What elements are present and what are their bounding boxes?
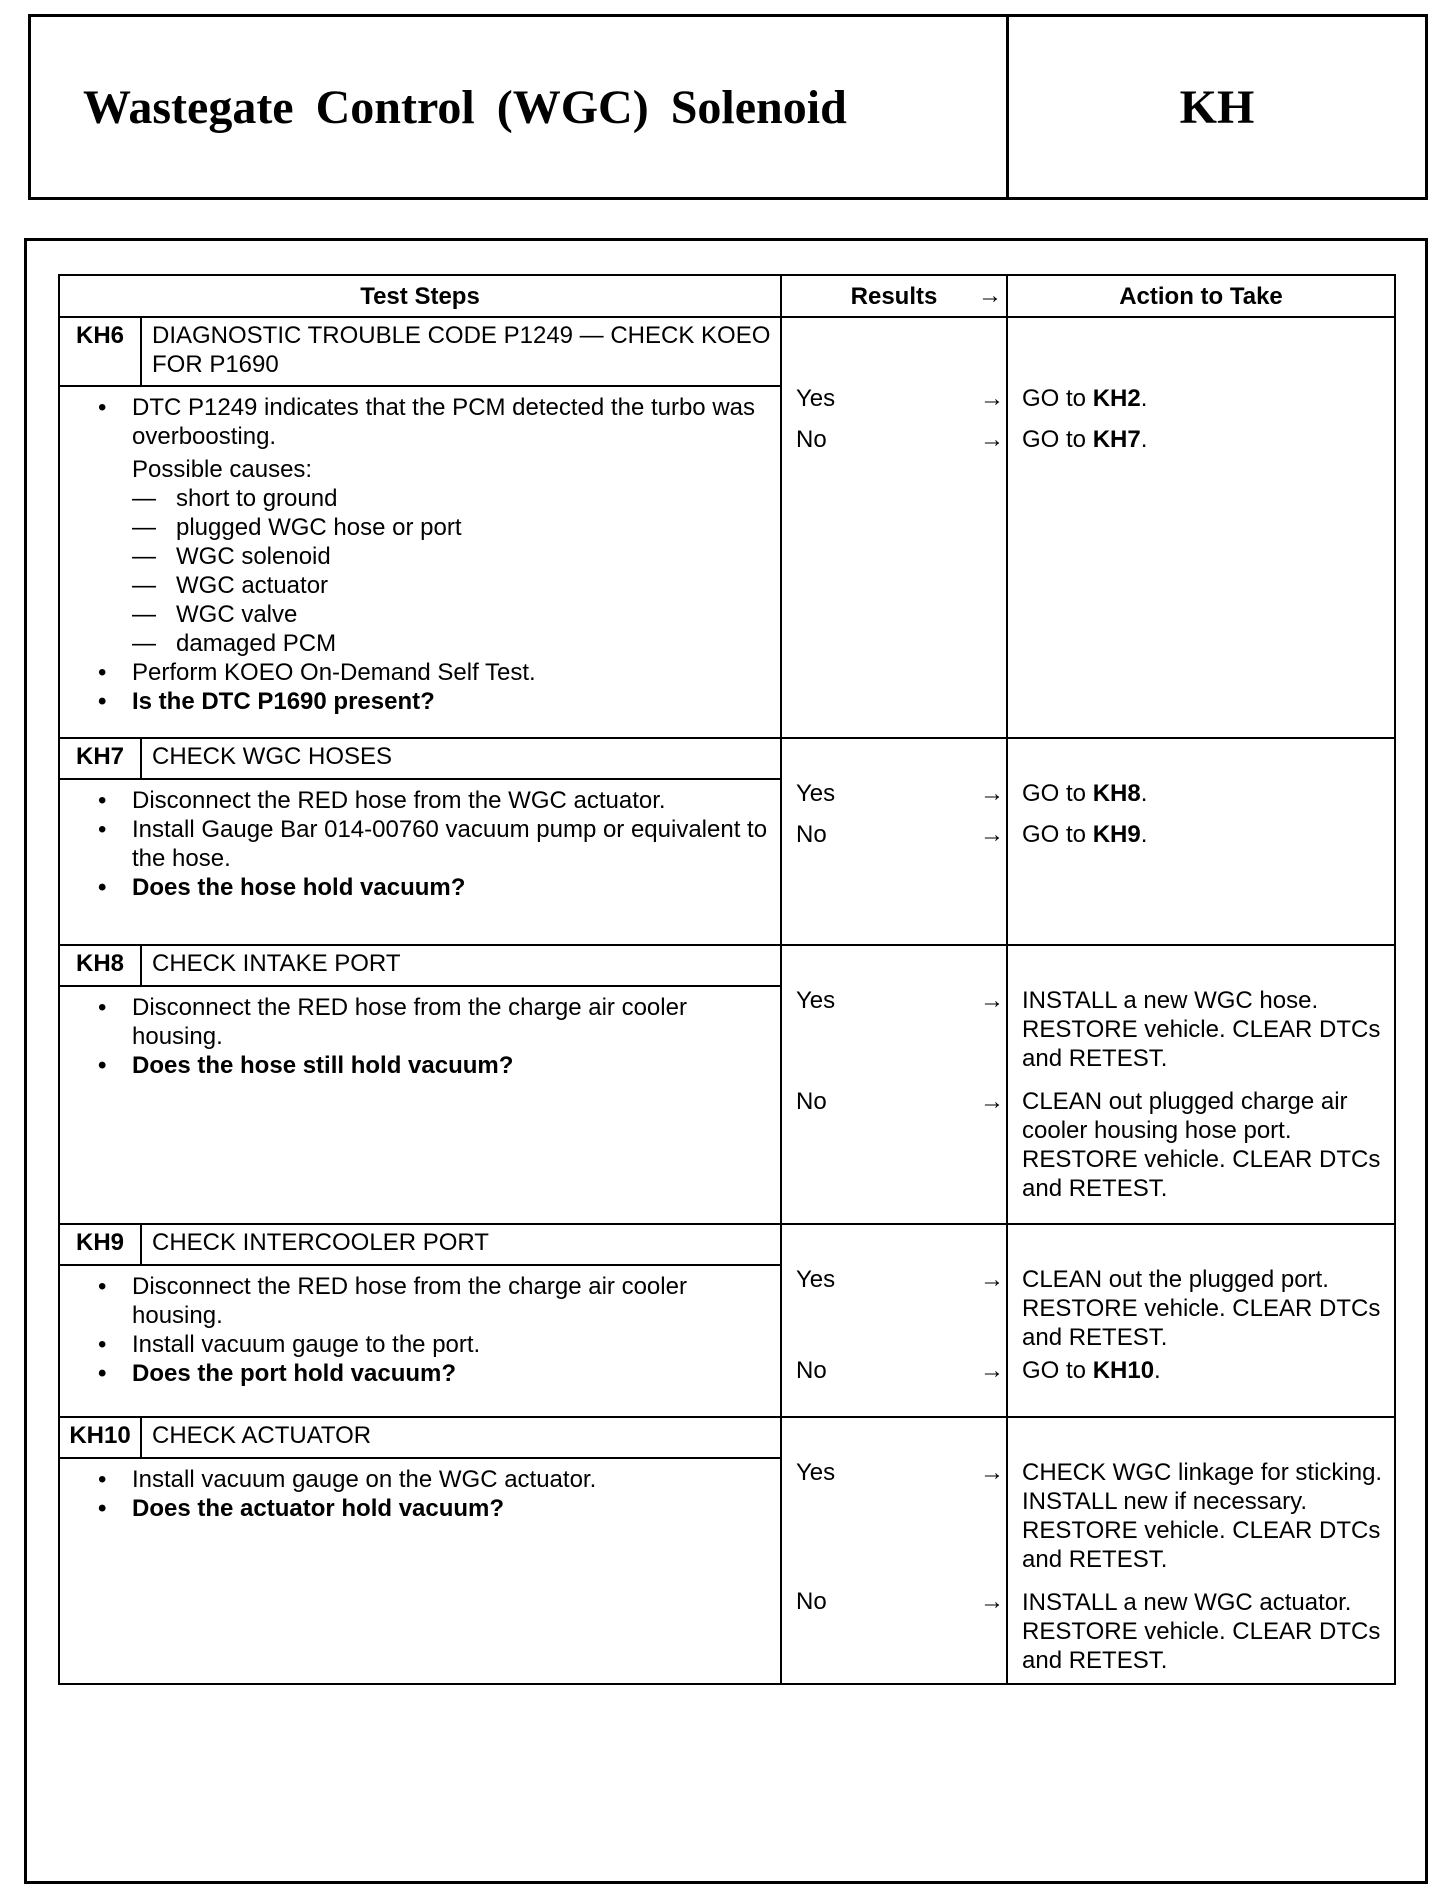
result-yes-label: Yes <box>796 1459 836 1486</box>
step-instructions <box>59 386 781 738</box>
arrow-icon: → <box>980 1357 1004 1384</box>
results-label: Results <box>850 282 938 310</box>
arrow-icon: → <box>980 987 1004 1014</box>
step-results <box>781 738 1007 945</box>
result-no-label: No <box>796 821 827 848</box>
step-title-row <box>59 738 1395 779</box>
step-results <box>781 1417 1007 1684</box>
step-actions <box>1007 945 1395 1224</box>
goto-link-kh2[interactable]: KH2 <box>1092 385 1141 412</box>
action-text: GO to <box>1022 426 1093 453</box>
step-actions <box>1007 1224 1395 1417</box>
cause-item: — damaged PCM <box>92 629 772 658</box>
result-yes <box>782 1458 1006 1487</box>
test-steps-table <box>58 274 1396 1685</box>
cause-item: — plugged WGC hose or port <box>92 513 772 542</box>
step-instructions <box>59 779 781 945</box>
result-yes-label: Yes <box>796 385 836 412</box>
step-code: KH8 <box>59 945 141 986</box>
instruction-item: • Install Gauge Bar 014-00760 vacuum pump or equivalent to the hose. <box>92 815 772 873</box>
instruction-item: • Disconnect the RED hose from the WGC actuator. <box>92 786 772 815</box>
arrow-icon: → <box>978 282 1002 309</box>
result-no-label: No <box>796 1357 827 1384</box>
step-results <box>781 945 1007 1224</box>
page-header <box>28 14 1428 200</box>
step-code: KH9 <box>59 1224 141 1265</box>
result-yes <box>782 779 1006 808</box>
result-yes-label: Yes <box>796 780 836 807</box>
step-title: CHECK INTERCOOLER PORT <box>141 1224 781 1265</box>
step-question: • Does the hose hold vacuum? <box>92 873 772 902</box>
action-no <box>1022 425 1390 454</box>
step-actions <box>1007 738 1395 945</box>
step-title-row <box>59 317 1395 386</box>
cause-item: — short to ground <box>92 484 772 513</box>
step-code: KH7 <box>59 738 141 779</box>
result-yes-label: Yes <box>796 987 836 1014</box>
instruction-item: • Disconnect the RED hose from the charge air cooler housing. <box>92 993 772 1051</box>
step-actions <box>1007 317 1395 738</box>
arrow-icon: → <box>980 1588 1004 1615</box>
step-actions <box>1007 1417 1395 1684</box>
result-no <box>782 1087 1006 1116</box>
action-suffix: . <box>1140 780 1148 807</box>
goto-link-kh9[interactable]: KH9 <box>1092 821 1141 848</box>
action-no <box>1022 820 1390 849</box>
action-suffix: . <box>1140 821 1148 848</box>
page-title: Wastegate Control (WGC) Solenoid <box>31 17 1009 197</box>
step-title-row <box>59 1417 1395 1458</box>
result-no <box>782 1356 1006 1385</box>
action-text: GO to <box>1022 1357 1093 1384</box>
action-yes: INSTALL a new WGC hose. RESTORE vehicle. CLEAR DTCs and RETEST. <box>1022 987 1381 1072</box>
result-yes <box>782 986 1006 1015</box>
arrow-icon: → <box>980 426 1004 453</box>
result-no <box>782 425 1006 454</box>
action-suffix: . <box>1154 1357 1161 1384</box>
result-no-label: No <box>796 426 827 453</box>
step-code: KH10 <box>59 1417 141 1458</box>
action-yes: CLEAN out the plugged port. RESTORE vehicle. CLEAR DTCs and RETEST. <box>1022 1266 1381 1351</box>
arrow-icon: → <box>980 1088 1004 1115</box>
instruction-item: • Install vacuum gauge on the WGC actuator. <box>92 1465 772 1494</box>
goto-link-kh10[interactable]: KH10 <box>1092 1357 1155 1384</box>
possible-causes-label: Possible causes: <box>132 456 313 483</box>
arrow-icon: → <box>980 1459 1004 1486</box>
result-yes <box>782 384 1006 413</box>
step-instructions <box>59 1265 781 1417</box>
action-yes <box>1022 779 1390 808</box>
cause-item: — WGC actuator <box>92 571 772 600</box>
action-suffix: . <box>1140 385 1148 412</box>
step-title-row <box>59 1224 1395 1265</box>
action-suffix: . <box>1140 426 1148 453</box>
action-no: INSTALL a new WGC actuator. RESTORE vehicle. CLEAR DTCs and RETEST. <box>1022 1589 1381 1674</box>
step-title: DIAGNOSTIC TROUBLE CODE P1249 — CHECK KOEO FOR P1690 <box>141 317 781 386</box>
section-code: KH <box>1179 80 1255 134</box>
step-results <box>781 1224 1007 1417</box>
step-instructions <box>59 1458 781 1684</box>
arrow-icon: → <box>980 821 1004 848</box>
result-no <box>782 1587 1006 1616</box>
instruction-item: • Install vacuum gauge to the port. <box>92 1330 772 1359</box>
arrow-icon: → <box>980 1266 1004 1293</box>
col-header-action: Action to Take <box>1007 275 1395 317</box>
result-no-label: No <box>796 1588 827 1615</box>
step-title: CHECK ACTUATOR <box>141 1417 781 1458</box>
col-header-test-steps: Test Steps <box>59 275 781 317</box>
arrow-icon: → <box>980 385 1004 412</box>
goto-link-kh8[interactable]: KH8 <box>1092 780 1141 807</box>
cause-item: — WGC solenoid <box>92 542 772 571</box>
step-instructions <box>59 986 781 1224</box>
action-text: GO to <box>1022 385 1093 412</box>
cause-item: — WGC valve <box>92 600 772 629</box>
step-question: • Does the hose still hold vacuum? <box>92 1051 772 1080</box>
action-text: GO to <box>1022 821 1093 848</box>
col-header-results <box>781 275 1007 317</box>
action-no <box>1022 1356 1390 1385</box>
result-yes-label: Yes <box>796 1266 836 1293</box>
instruction-item: • DTC P1249 indicates that the PCM detected the turbo was overboosting. <box>92 393 772 451</box>
table-header-row <box>59 275 1395 317</box>
result-yes <box>782 1265 1006 1294</box>
instruction-item: • Disconnect the RED hose from the charge air cooler housing. <box>92 1272 772 1330</box>
step-results <box>781 317 1007 738</box>
action-no: CLEAN out plugged charge air cooler housing hose port. RESTORE vehicle. CLEAR DTCs and RETEST. <box>1022 1088 1381 1202</box>
step-question: • Does the port hold vacuum? <box>92 1359 772 1388</box>
result-no-label: No <box>796 1088 827 1115</box>
step-title: CHECK WGC HOSES <box>141 738 781 779</box>
action-yes <box>1022 384 1390 413</box>
instruction-item: • Perform KOEO On-Demand Self Test. <box>92 658 772 687</box>
step-title: CHECK INTAKE PORT <box>141 945 781 986</box>
action-yes: CHECK WGC linkage for sticking. INSTALL new if necessary. RESTORE vehicle. CLEAR DTCs and RETEST. <box>1022 1459 1383 1573</box>
step-title-row <box>59 945 1395 986</box>
step-code: KH6 <box>59 317 141 386</box>
goto-link-kh7[interactable]: KH7 <box>1092 426 1141 453</box>
step-question: • Is the DTC P1690 present? <box>92 687 772 716</box>
arrow-icon: → <box>980 780 1004 807</box>
result-no <box>782 820 1006 849</box>
action-text: GO to <box>1022 780 1093 807</box>
step-question: • Does the actuator hold vacuum? <box>92 1494 772 1523</box>
